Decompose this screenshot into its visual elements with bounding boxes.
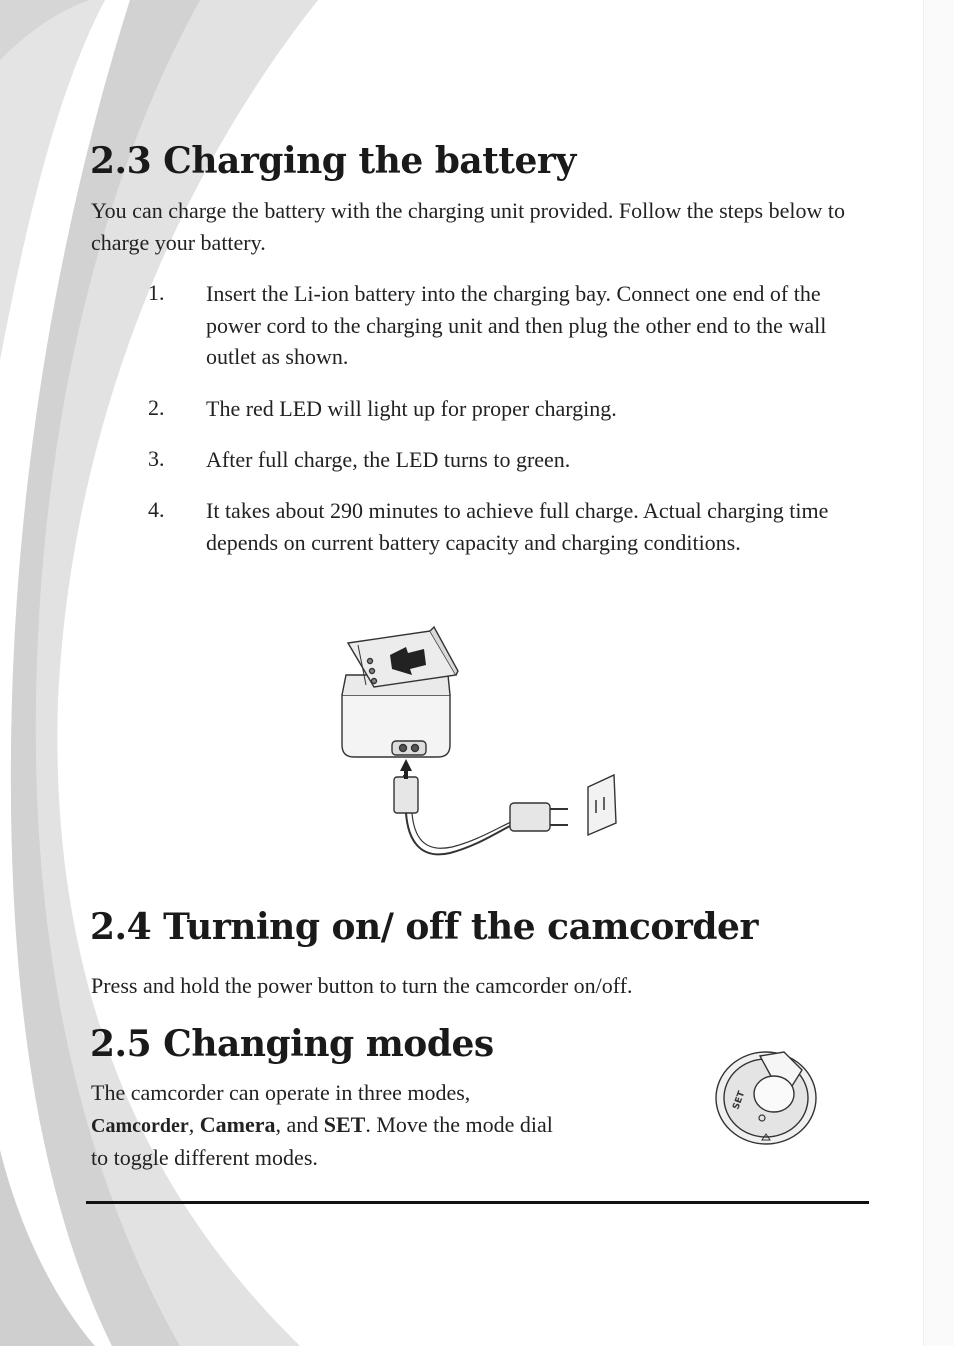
modes-description <box>91 1077 691 1174</box>
step-text-4: It takes about 290 minutes to achieve full charge. Actual charging time depends on current battery capacity and charging conditions. <box>206 498 829 555</box>
section-title-modes: 2.5 Changing modes <box>90 1023 494 1065</box>
page-right-margin <box>923 0 954 1346</box>
mode-camcorder: Camcorder <box>91 1114 189 1137</box>
modes-sep-2: , and <box>275 1111 324 1137</box>
section-title-power: 2.4 Turning on/ off the camcorder <box>90 906 758 948</box>
dial-set-label: SET <box>731 1089 748 1112</box>
footer-rule <box>86 1201 869 1204</box>
modes-text-c: to toggle different modes. <box>91 1145 318 1170</box>
power-instructions: Press and hold the power button to turn the camcorder on/off. <box>91 973 633 998</box>
plug-in-arrow-icon <box>400 759 412 779</box>
step-number-1: 1. <box>148 280 165 305</box>
modes-sep-1: , <box>188 1111 200 1137</box>
mode-camera: Camera <box>199 1111 276 1137</box>
step-number-4: 4. <box>148 497 165 522</box>
charging-intro: You can charge the battery with the charging unit provided. Follow the steps below to charge your battery. <box>91 198 845 255</box>
battery-charger-illustration <box>330 625 625 870</box>
section-title-charging: 2.3 Charging the battery <box>90 140 576 182</box>
step-text-1: Insert the Li-ion battery into the charging bay. Connect one end of the power cord to the charging unit and then plug the other end to the wall outlet as shown. <box>206 281 827 369</box>
step-text-3: After full charge, the LED turns to green. <box>206 447 571 472</box>
step-text-2: The red LED will light up for proper charging. <box>206 396 617 421</box>
step-number-3: 3. <box>148 446 165 471</box>
modes-text-a: The camcorder can operate in three modes, <box>91 1080 471 1105</box>
modes-text-b: . Move the mode dial <box>365 1111 553 1137</box>
step-number-2: 2. <box>148 395 165 420</box>
mode-dial-illustration <box>712 1048 824 1148</box>
mode-set: SET <box>323 1111 366 1137</box>
